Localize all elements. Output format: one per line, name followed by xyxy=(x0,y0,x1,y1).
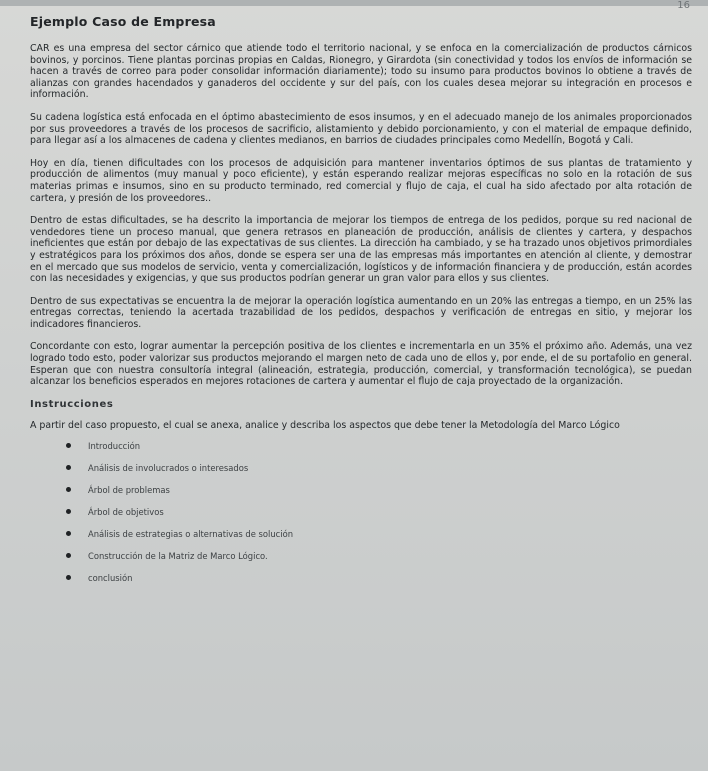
list-item-label: Árbol de problemas xyxy=(88,484,170,495)
instructions-list xyxy=(30,441,692,583)
list-item-label: conclusión xyxy=(88,572,133,583)
list-item-label: Árbol de objetivos xyxy=(88,506,164,517)
paragraph-goals: Concordante con esto, lograr aumentar la percepción positiva de los clientes e incrementarla en un 35% el próximo año. Además, una vez logrado todo esto, poder valorizar sus productos mejorando el margen neto de cada uno de ellos y, por ende, el de su portafolio en general. Esperan que con nuestra consultoría integral (alineación, estrategia, producción, comercial, y transformación tecnológica), se puedan alcanzar los beneficios esperados en mejores rotaciones de cartera y aumentar el flujo de caja proyectado de la organización. xyxy=(30,341,692,388)
list-item-label: Análisis de estrategias o alternativas de solución xyxy=(88,528,294,539)
page-top-edge xyxy=(0,0,708,6)
instructions-heading: Instrucciones xyxy=(30,398,114,410)
list-item xyxy=(88,551,692,561)
bullet-icon xyxy=(66,575,71,580)
paragraph-delivery-times: Dentro de estas dificultades, se ha descrito la importancia de mejorar los tiempos de entrega de los pedidos, porque su red nacional de vendedores tiene un proceso manual, que genera retrasos en planeación de producción, análisis de clientes y cartera, y despachos ineficientes que están por debajo de las expectativas de sus clientes. La dirección ha cambiado, y se ha trazado unos objetivos primordiales y estratégicos para los próximos dos años, donde se espera ser una de las empresas más importantes en atención al cliente, y demostrar en el mercado que sus modelos de servicio, venta y comercialización, logísticos y de información financiera y de producción, están acordes con las necesidades y exigencias, y que sus productos podrían generar un gran valor para ellos y sus clientes. xyxy=(30,215,692,285)
paragraph-logistics: Su cadena logística está enfocada en el óptimo abastecimiento de esos insumos, y en el adecuado manejo de los animales proporcionados por sus proveedores a través de los procesos de sacrificio, alistamiento y debido porcionamiento, y con el material de empaque definido, para llegar así a los almacenes de cadena y clientes medianos, en barrios de ciudades principales como Medellín, Bogotá y Cali. xyxy=(30,111,692,147)
instructions-text: A partir del caso propuesto, el cual se anexa, analice y describa los aspectos que debe tener la Metodología del Marco Lógico xyxy=(30,419,620,431)
list-item-label: Análisis de involucrados o interesados xyxy=(88,462,249,473)
paragraph-expectations: Dentro de sus expectativas se encuentra la de mejorar la operación logística aumentando en un 20% las entregas a tiempo, en un 25% las entregas correctas, teniendo la acertada trazabilidad de los pedidos, despachos y verificación de entregas en sitio, y mejorar los indicadores financieros. xyxy=(30,295,692,330)
bullet-icon xyxy=(66,553,71,558)
list-item xyxy=(88,529,692,539)
bullet-icon xyxy=(66,531,71,536)
bullet-icon xyxy=(66,465,71,470)
list-item xyxy=(88,441,692,451)
bullet-icon xyxy=(66,443,71,448)
document-title: Ejemplo Caso de Empresa xyxy=(30,14,216,29)
list-item xyxy=(88,485,692,495)
page-number: 16 xyxy=(677,0,690,11)
paragraph-difficulties: Hoy en día, tienen dificultades con los procesos de adquisición para mantener inventarios óptimos de sus plantas de tratamiento y producción de alimentos (muy manual y poco eficiente), y están esperando realizar mejoras específicas no solo en la rotación de sus materias primas e insumos, sino en su producto terminado, red comercial y flujo de caja, el cual ha sido afectado por alta rotación de cartera, y presión de los proveedores.. xyxy=(30,157,692,204)
paragraph-intro: CAR es una empresa del sector cárnico que atiende todo el territorio nacional, y se enfoca en la comercialización de productos cárnicos bovinos, y porcinos. Tiene plantas porcinas propias en Caldas, Rionegro, y Girardota (sin conectividad y todos los envíos de información se hacen a través de correo para poder consolidar información diariamente); todo su insumo para productos bovinos lo obtiene a través de alianzas con grandes hacendados y ganaderos del occidente y sur del país, con los cuales desea mejorar su integración en procesos e información. xyxy=(30,43,692,101)
list-item xyxy=(88,463,692,473)
list-item-label: Introducción xyxy=(88,440,141,451)
bullet-icon xyxy=(66,509,71,514)
list-item xyxy=(88,573,692,583)
bullet-icon xyxy=(66,487,71,492)
list-item-label: Construcción de la Matriz de Marco Lógico. xyxy=(88,550,268,561)
list-item xyxy=(88,507,692,517)
